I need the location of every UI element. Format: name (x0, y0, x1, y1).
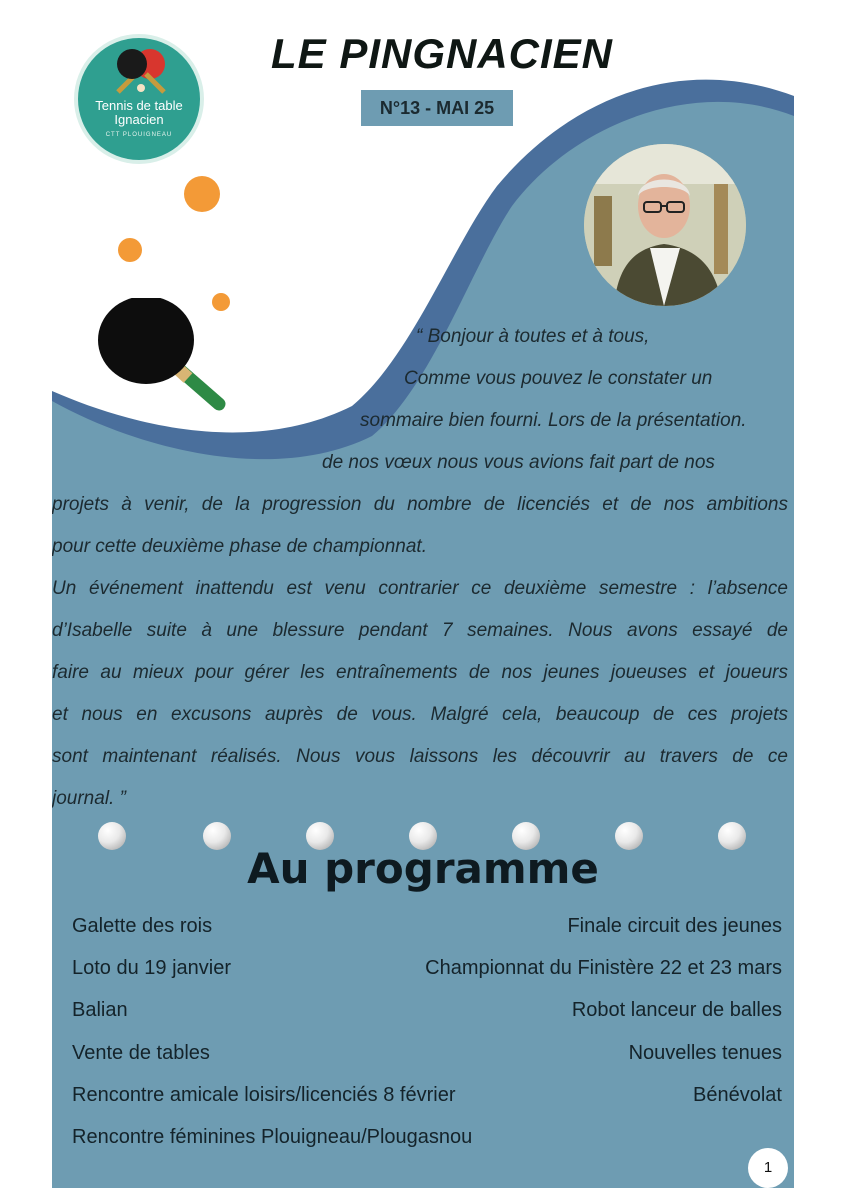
logo-subtitle: CTT PLOUIGNEAU (105, 132, 173, 138)
programme-list-right (425, 912, 782, 1123)
newsletter-page (52, 26, 794, 1188)
editorial-line: journal. ” (52, 788, 126, 809)
orange-ball-icon (118, 238, 142, 262)
page-number: 1 (748, 1148, 788, 1188)
programme-item: Finale circuit des jeunes (567, 915, 782, 937)
president-photo (584, 144, 746, 306)
programme-item: Vente de tables (72, 1041, 210, 1064)
logo-paddles-icon (110, 48, 172, 94)
programme-item: Nouvelles tenues (628, 1041, 782, 1064)
editorial-line: et nous en excusons auprès de vous. Malgré cela, beaucoup de ces projets (52, 704, 788, 725)
editorial-text (52, 316, 788, 820)
programme-item: Robot lanceur de balles (571, 999, 782, 1022)
programme-item: Balian (72, 999, 128, 1022)
programme-item: Rencontre amicale loisirs/licenciés 8 février (72, 1083, 456, 1106)
logo-text-line1: Tennis de table (95, 98, 183, 113)
programme-item: Bénévolat (693, 1083, 782, 1106)
programme-item: Loto du 19 janvier (72, 957, 232, 980)
editorial-line: de nos vœux nous vous avions fait part de nos (322, 452, 715, 473)
editorial-line: “ Bonjour à toutes et à tous, (416, 326, 650, 347)
portrait-icon (584, 144, 746, 306)
editorial-line: d’Isabelle suite à une blessure pendant 7 semaines. Nous avons essayé de (52, 620, 788, 641)
editorial-line: sont maintenant réalisés. Nous vous laissons les découvrir au travers de ce (52, 746, 788, 767)
orange-ball-icon (184, 176, 220, 212)
editorial-line: projets à venir, de la progression du nombre de licenciés et de nos ambitions (52, 494, 788, 515)
editorial-line: Un événement inattendu est venu contrarier ce deuxième semestre : l’absence (52, 578, 788, 599)
newsletter-title: LE PINGNACIEN (270, 30, 614, 77)
programme-title: Au programme (247, 844, 599, 893)
programme-list-left (72, 912, 472, 1165)
editorial-line: faire au mieux pour gérer les entraînements de nos jeunes joueuses et joueurs (52, 662, 788, 683)
programme-item: Galette des rois (72, 915, 213, 937)
issue-badge: N°13 - MAI 25 (361, 90, 513, 126)
club-logo (74, 34, 204, 164)
logo-text-line2: Ignacien (114, 112, 164, 127)
editorial-line: sommaire bien fourni. Lors de la présentation. (360, 410, 747, 431)
programme-item: Rencontre féminines Plouigneau/Plougasnou (72, 1125, 473, 1148)
editorial-line: pour cette deuxième phase de championnat. (52, 536, 427, 557)
editorial-line: Comme vous pouvez le constater un (404, 368, 713, 389)
programme-item: Championnat du Finistère 22 et 23 mars (425, 957, 782, 980)
